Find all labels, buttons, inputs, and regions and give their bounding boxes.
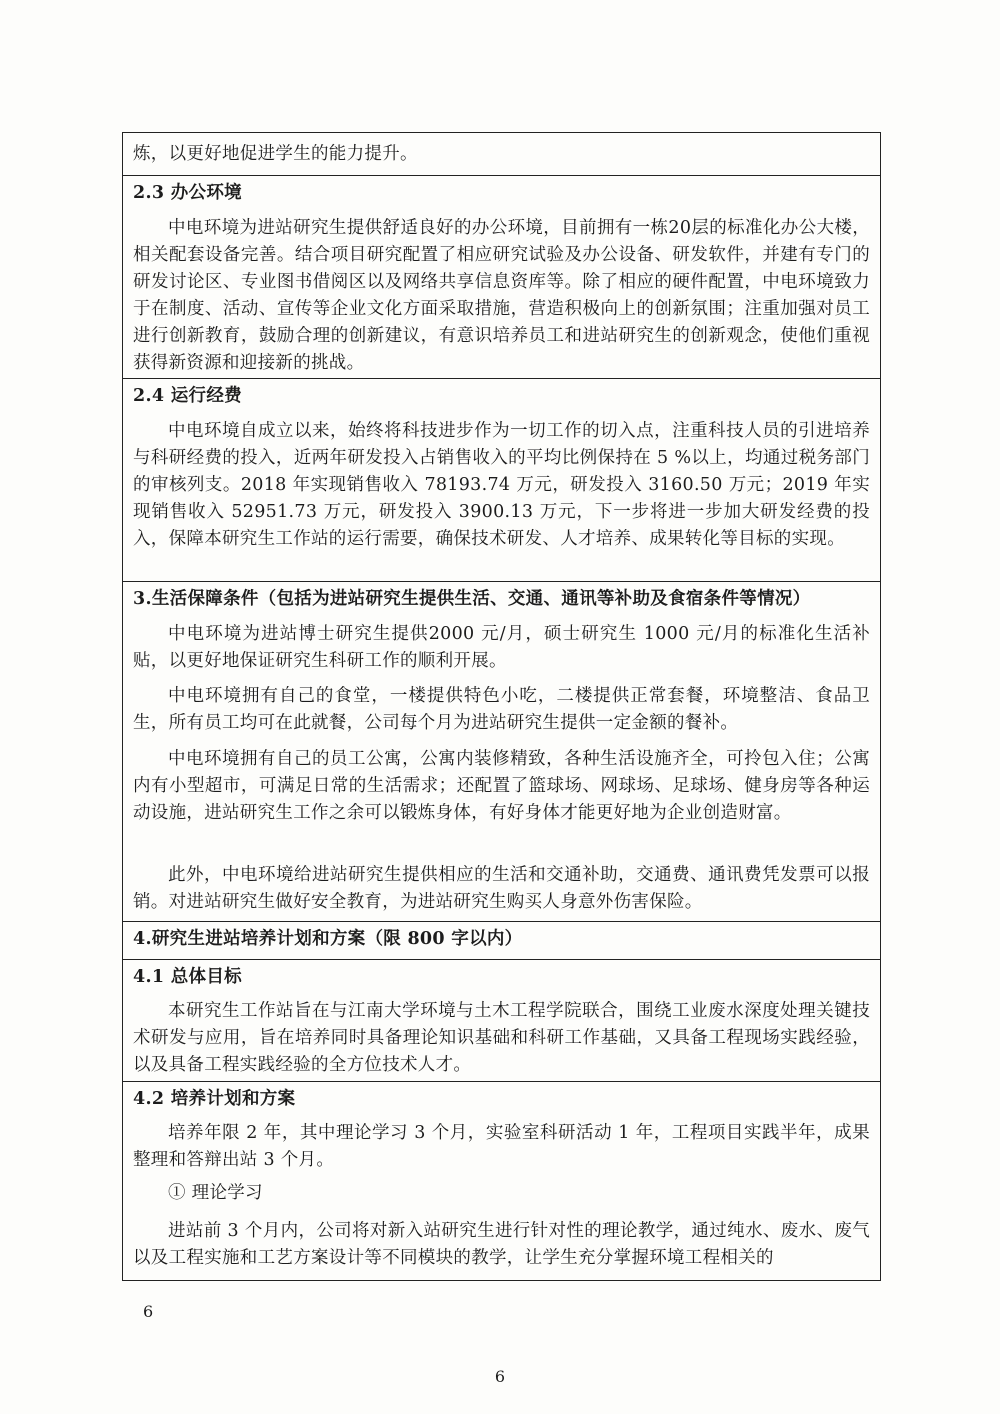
section-4-2-item-1: ① 理论学习 <box>168 1183 263 1203</box>
section-4-heading: 4.研究生进站培养计划和方案（限 800 字以内） <box>133 929 523 949</box>
content-table <box>122 132 881 1281</box>
section-4-2-heading: 4.2 培养计划和方案 <box>133 1089 296 1109</box>
section-2-4-paragraph: 中电环境自成立以来，始终将科技进步作为一切工作的切入点，注重科技人员的引进培养与科研经费的投入，近两年研发投入占销售收入的平均比例保持在 5 %以上，均通过税务部门的审核列支。2018 年实现销售收入 78193.74 万元，研发投入 3160.50 万元；2019 年实现销售收入 52951.73 万元，研发投入 3900.13 万元，下一步将进一步加大研发经费的投入，保障本研究生工作站的运行需要，确保技术研发、人才培养、成果转化等目标的实现。 <box>133 421 870 549</box>
section-2-3-heading: 2.3 办公环境 <box>133 183 242 203</box>
row-divider <box>123 1081 880 1082</box>
section-3-paragraph-1: 中电环境为进站博士研究生提供2000 元/月，硕士研究生 1000 元/月的标准化生活补贴，以更好地保证研究生科研工作的顺利开展。 <box>133 624 870 671</box>
section-4-1-heading: 4.1 总体目标 <box>133 967 242 987</box>
section-2-4-heading: 2.4 运行经费 <box>133 386 242 406</box>
continuation-text: 炼，以更好地促进学生的能力提升。 <box>133 144 418 164</box>
section-3-heading: 3.生活保障条件（包括为进站研究生提供生活、交通、通讯等补助及食宿条件等情况） <box>133 589 811 609</box>
section-4-1-paragraph: 本研究生工作站旨在与江南大学环境与土木工程学院联合，围绕工业废水深度处理关键技术研发与应用，旨在培养同时具备理论知识基础和科研工作基础，又具备工程现场实践经验，以及具备工程实践经验的全方位技术人才。 <box>133 1001 870 1075</box>
section-3-paragraph-3: 中电环境拥有自己的员工公寓，公寓内装修精致，各种生活设施齐全，可拎包入住；公寓内有小型超市，可满足日常的生活需求；还配置了篮球场、网球场、足球场、健身房等各种运动设施，进站研究生工作之余可以锻炼身体，有好身体才能更好地为企业创造财富。 <box>133 749 870 823</box>
section-2-3-paragraph: 中电环境为进站研究生提供舒适良好的办公环境，目前拥有一栋20层的标准化办公大楼，相关配套设备完善。结合项目研究配置了相应研究试验及办公设备、研发软件，并建有专门的研发讨论区、专业图书借阅区以及网络共享信息资库等。除了相应的硬件配置，中电环境致力于在制度、活动、宣传等企业文化方面采取措施，营造积极向上的创新氛围；注重加强对员工进行创新教育，鼓励合理的创新建议，有意识培养员工和进站研究生的创新观念，使他们重视获得新资源和迎接新的挑战。 <box>133 218 870 373</box>
section-3-paragraph-4: 此外，中电环境给进站研究生提供相应的生活和交通补助，交通费、通讯费凭发票可以报销。对进站研究生做好安全教育，为进站研究生购买人身意外伤害保险。 <box>133 865 870 912</box>
row-divider <box>123 959 880 960</box>
row-divider <box>123 581 880 582</box>
section-4-2-item-1-paragraph: 进站前 3 个月内，公司将对新入站研究生进行针对性的理论教学，通过纯水、废水、废气以及工程实施和工艺方案设计等不同模块的教学，让学生充分掌握环境工程相关的 <box>133 1221 870 1268</box>
section-3-paragraph-2: 中电环境拥有自己的食堂，一楼提供特色小吃，二楼提供正常套餐，环境整洁、食品卫生，所有员工均可在此就餐，公司每个月为进站研究生提供一定金额的餐补。 <box>133 686 870 733</box>
page-number-center: 6 <box>494 1367 506 1386</box>
row-divider <box>123 378 880 379</box>
row-divider <box>123 175 880 176</box>
row-divider <box>123 921 880 922</box>
section-4-2-paragraph: 培养年限 2 年，其中理论学习 3 个月，实验室科研活动 1 年，工程项目实践半年，成果整理和答辩出站 3 个月。 <box>133 1123 870 1170</box>
page-number-left: 6 <box>143 1302 154 1321</box>
